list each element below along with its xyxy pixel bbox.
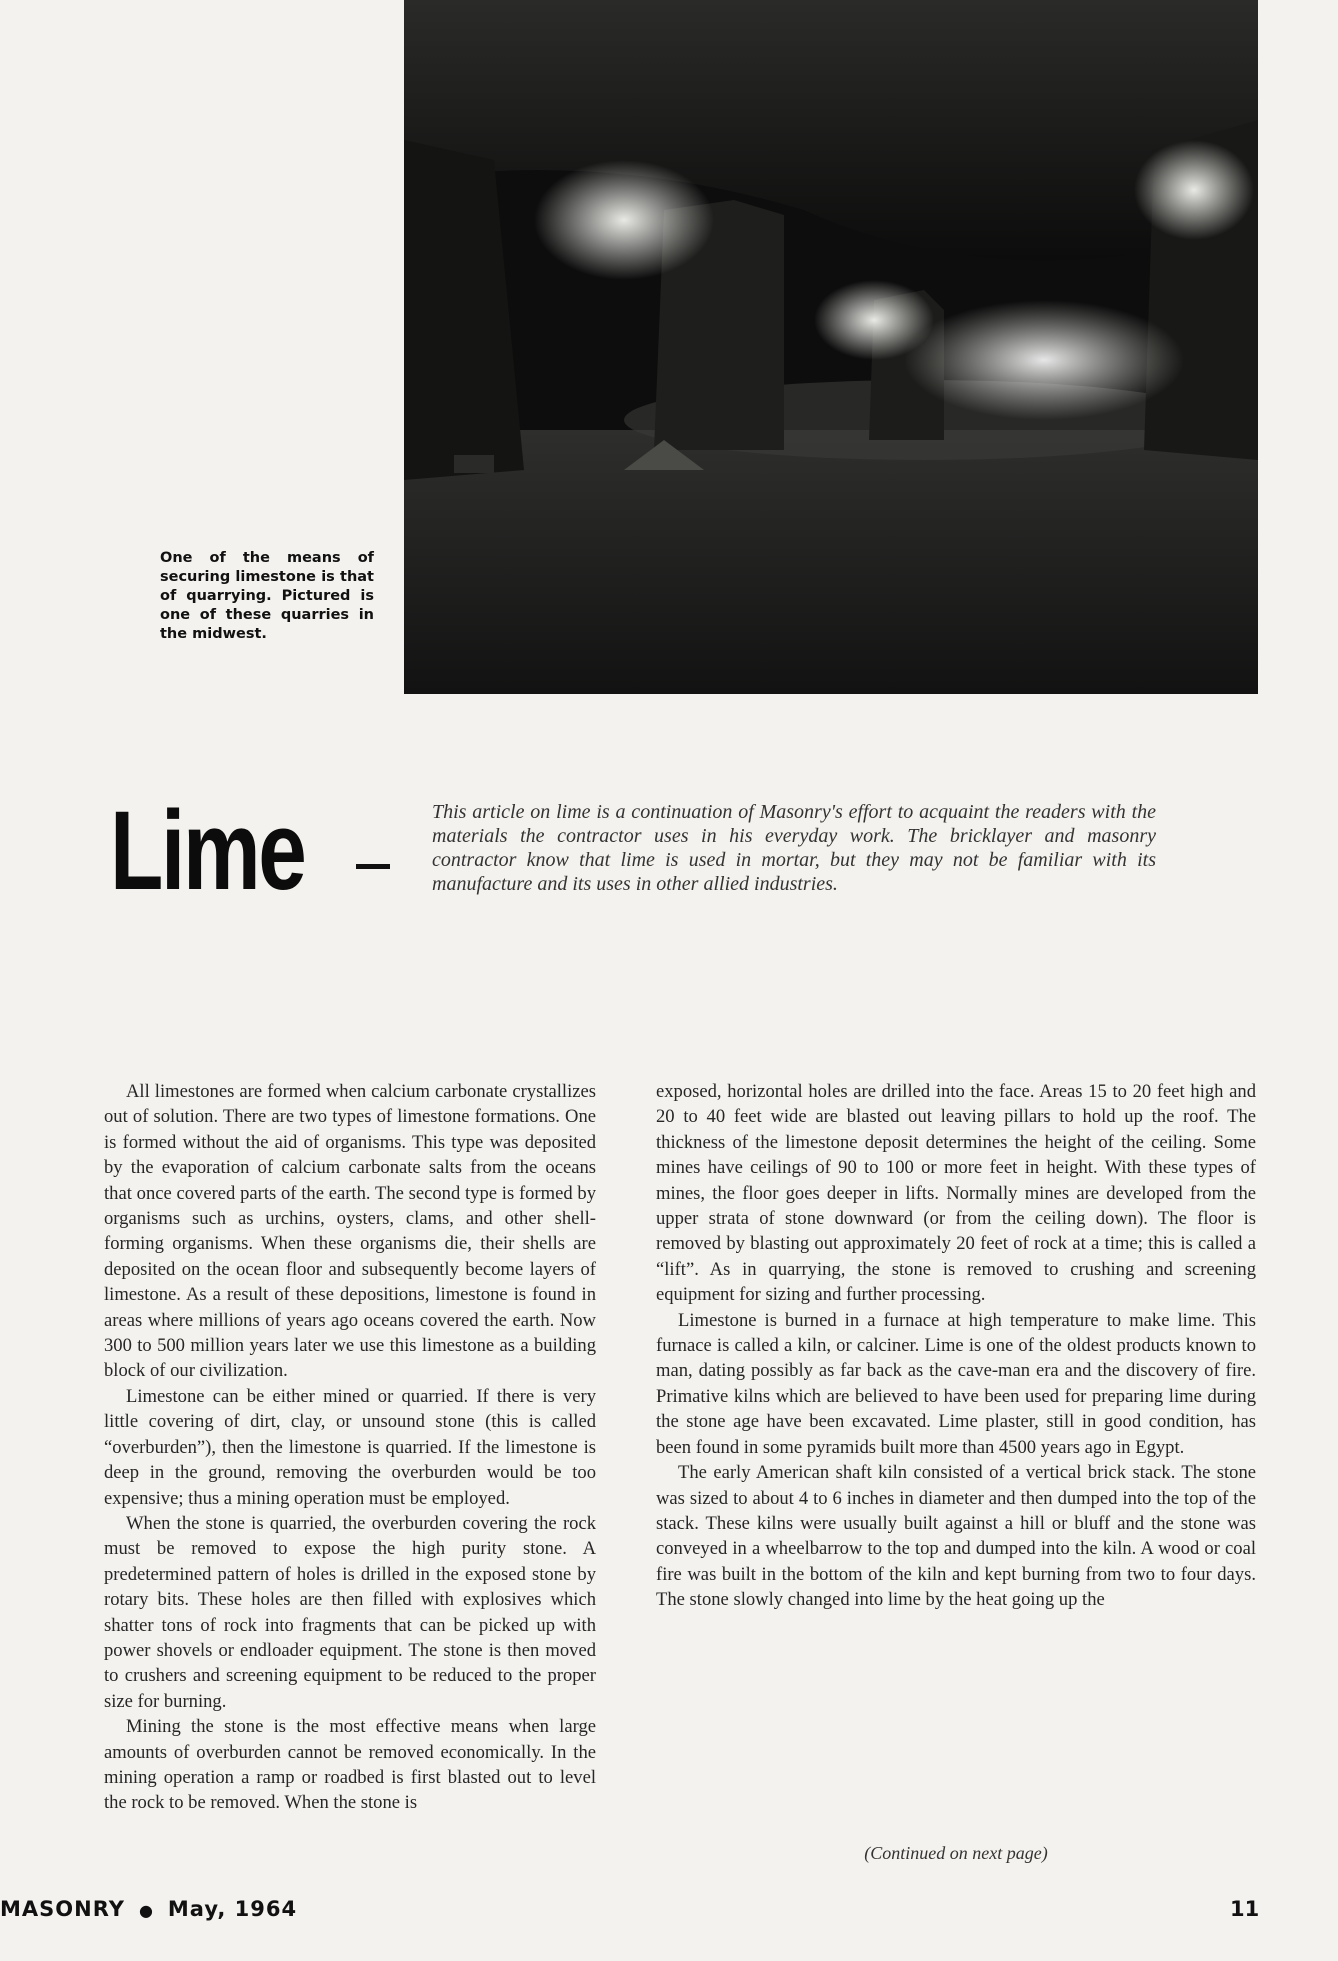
paragraph: The early American shaft kiln consisted of a vertical brick stack. The stone was sized to about 4 to 6 inches in diameter and then dumped into the top of the stack. These kilns were usually built against a hill or bluff and the stone was conveyed in a wheelbarrow to the top and dumped into the kiln. A wood or coal fire was built in the bottom of the kiln and kept burning from two to four days. The stone slowly changed into lime by the heat going up the [656,1462,1256,1611]
paragraph: exposed, horizontal holes are drilled into the face. Areas 15 to 20 feet high and 20 to 40 feet wide are blasted out leaving pillars to hold up the roof. The thickness of the limestone deposit determines the height of the ceiling. Some mines have ceilings of 90 to 100 or more feet in height. With these types of mines, the floor goes deeper in lifts. Normally mines are developed from the upper strata of stone downward (or from the ceiling down). The floor is removed by blasting out approximately 20 feet of rock at a time; this is called a “lift”. As in quarrying, the stone is removed to crushing and screening equipment for sizing and further processing. [656,1081,1256,1306]
article-intro: This article on lime is a continuation of Masonry's effort to acquaint the readers with the materials the contractor uses in his everyday work. The bricklayer and masonry contractor know that lime is used in mortar, but they may not be familiar with its manufacture and its uses in other allied industries. [432,801,1156,895]
article-title: Lime [110,788,305,913]
paragraph: All limestones are formed when calcium carbonate crystallizes out of solution. There are two types of limestone formations. One is formed without the aid of organisms. This type was deposited by the evaporation of calcium carbonate salts from the oceans that once covered parts of the earth. The second type is formed by organisms such as urchins, oysters, clams, and other shell-forming organisms. When these organisms die, their shells are deposited on the ocean floor and subsequently become layers of limestone. As a result of these depositions, limestone is found in areas where millions of years ago oceans covered the earth. Now 300 to 500 million years later we use this limestone as a building block of our civilization. [104,1081,596,1382]
title-dash [356,864,390,869]
footer-publication [0,1897,297,1921]
page-number: 11 [1230,1897,1260,1921]
paragraph: Limestone is burned in a furnace at high temperature to make lime. This furnace is called a kiln, or calciner. Lime is one of the oldest products known to man, dating possibly as far back as the cave-man era and the discovery of fire. Primative kilns which are believed to have been used for preparing lime during the stone age have been excavated. Lime plaster, still in good condition, has been found in some pyramids built more than 4500 years ago in Egypt. [656,1309,1256,1458]
paragraph: Mining the stone is the most effective means when large amounts of overburden cannot be removed economically. In the mining operation a ramp or roadbed is first blasted out to level the rock to be removed. When the stone is [104,1716,596,1814]
paragraph: When the stone is quarried, the overburden covering the rock must be removed to expose the high purity stone. A predetermined pattern of holes is drilled in the exposed stone by rotary bits. These holes are then filled with explosives which shatter tons of rock into fragments that can be picked up with power shovels or endloader equipment. The stone is then moved to crushers and screening equipment to be reduced to the proper size for burning. [104,1512,596,1712]
paragraph: Limestone can be either mined or quarried. If there is very little covering of dirt, clay, or unsound stone (this is called “overburden”), then the limestone is quarried. If the limestone is deep in the ground, removing the overburden would be too expensive; thus a mining operation must be employed. [104,1385,596,1509]
photo-caption: One of the means of securing limestone is that of quarrying. Pictured is one of these quarries in the midwest. [160,550,374,642]
publication-name: MASONRY [0,1897,125,1921]
right-column [656,1079,1256,1613]
issue-date: May, 1964 [167,1897,298,1921]
quarry-photo [404,0,1258,694]
bullet-icon: ● [138,1900,154,1920]
left-column [104,1079,596,1816]
continued-note: (Continued on next page) [864,1843,1048,1863]
